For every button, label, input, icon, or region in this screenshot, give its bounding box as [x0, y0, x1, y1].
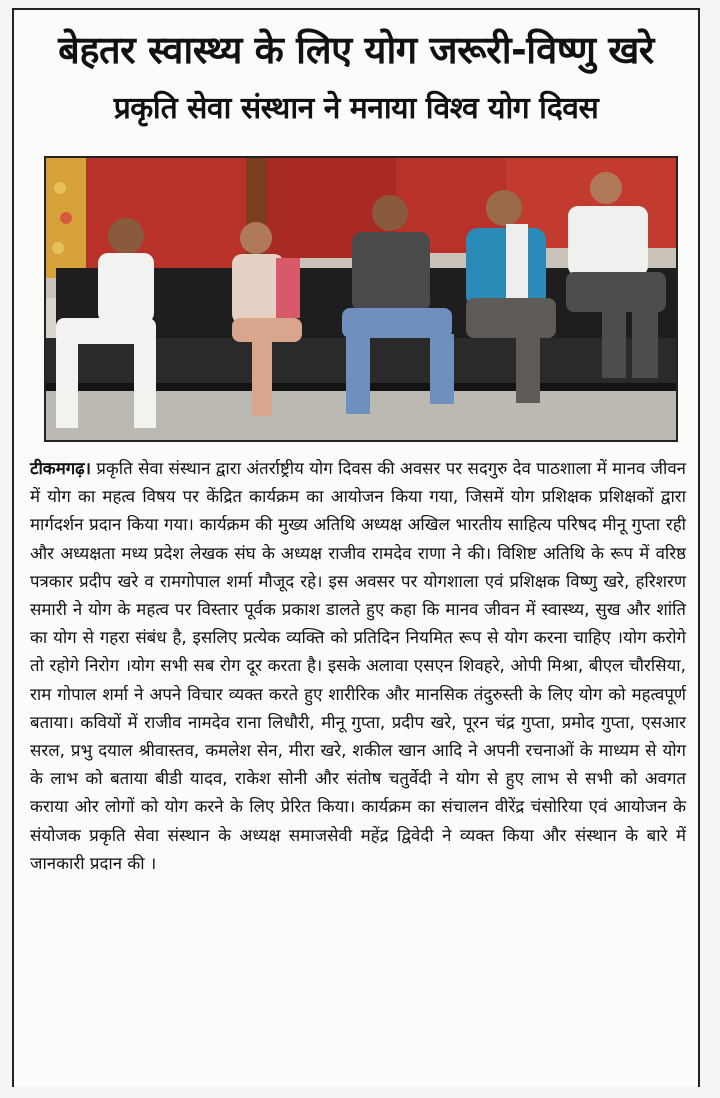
article-body: [30, 454, 686, 877]
article-text: प्रकृति सेवा संस्थान द्वारा अंतर्राष्ट्रीय योग दिवस की अवसर पर सदगुरु देव पाठशाला में मानव जीवन में योग का महत्व विषय पर केंद्रित कार्यक्रम का आयोजन किया गया, जिसमें योग प्रशिक्षक प्रशिक्षकों द्वारा मार्गदर्शन प्रदान किया गया। कार्यक्रम की मुख्य अतिथि अध्यक्ष अखिल भारतीय साहित्य परिषद मीनू गुप्ता रही और अध्यक्षता मध्य प्रदेश लेखक संघ के अध्यक्ष राजीव रामदेव राणा ने की। विशिष्ट अतिथि के रूप में वरिष्ठ पत्रकार प्रदीप खरे व रामगोपाल शर्मा मौजूद रहे। इस अवसर पर योगशाला एवं प्रशिक्षक विष्णु खरे, हरिशरण समारी ने योग के महत्व पर विस्तार पूर्वक प्रकाश डालते हुए कहा कि मानव जीवन में स्वास्थ्य, सुख और शांति का योग से गहरा संबंध है, इसलिए प्रत्येक व्यक्ति को प्रतिदिन नियमित रूप से योग करना चाहिए ।योग करोगे तो रहोगे निरोग ।योग सभी सब रोग दूर करता है। इसके अलावा एसएन शिवहरे, ओपी मिश्रा, बीएल चौरसिया, राम गोपाल शर्मा ने अपने विचार व्यक्त करते हुए शारीरिक और मानसिक तंदुरुस्ती के लिए योग को महत्वपूर्ण बताया। कवियों में राजीव नामदेव राना लिधौरी, मीनू गुप्ता, प्रदीप खरे, पूरन चंद्र गुप्ता, प्रमोद गुप्ता, एसआर सरल, प्रभु दयाल श्रीवास्तव, कमलेश सेन, मीरा खरे, शकील खान आदि ने अपनी रचनाओं के माध्यम से योग के लाभ को बताया बीडी यादव, राकेश सोनी और संतोष चतुर्वेदी ने योग से हुए लाभ से सभी को अवगत कराया ओर लोगों को योग करने के लिए प्रेरित किया। कार्यक्रम का संचालन वीरेंद्र चंसोरिया एवं आयोजन के संयोजक प्रकृति सेवा संस्थान के अध्यक्ष समाजसेवी महेंद्र द्विवेदी ने व्यक्त किया और संस्थान के बारे में जानकारी प्रदान की ।: [30, 458, 686, 873]
photo-people-seated-on-sofa-icon: [46, 158, 676, 440]
news-photo: [44, 156, 678, 442]
cut-off-text-fragment: [44, 1080, 668, 1098]
article-dateline: टीकमगढ़।: [30, 458, 91, 478]
news-clipping: [12, 8, 700, 1087]
subheadline: प्रकृति सेवा संस्थान ने मनाया विश्व योग दिवस: [113, 91, 599, 126]
headline: बेहतर स्वास्थ्य के लिए योग जरूरी-विष्णु खरे: [58, 28, 654, 72]
